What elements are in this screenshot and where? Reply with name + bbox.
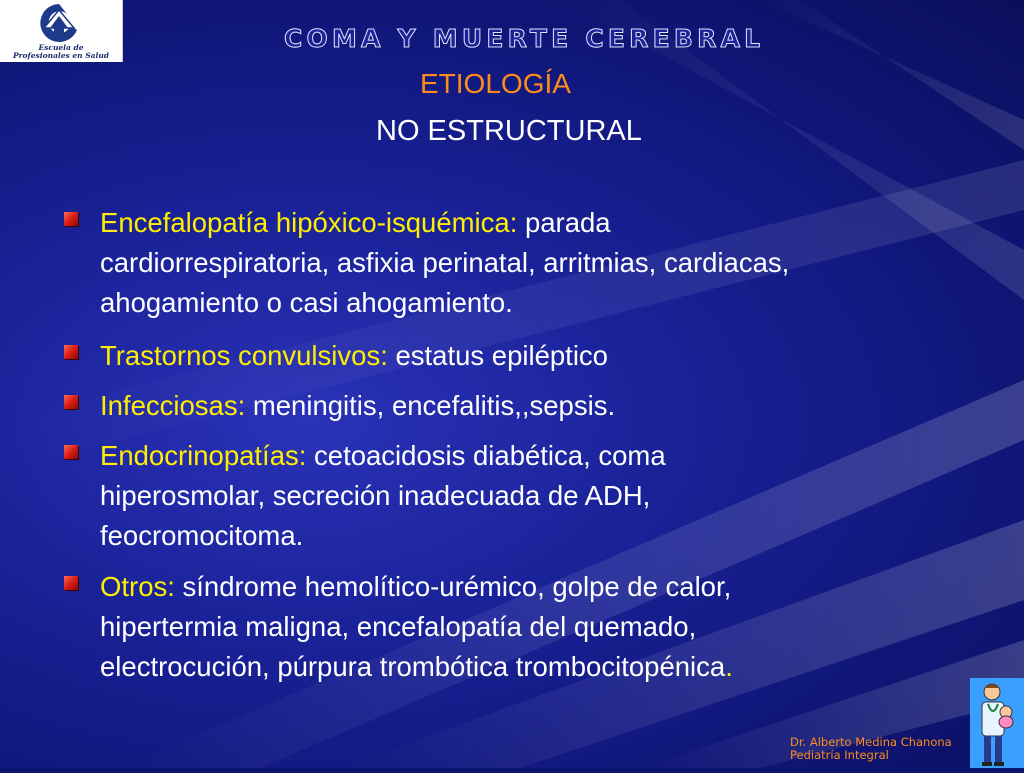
bullet-marker xyxy=(64,445,78,459)
list-item-line xyxy=(100,647,980,687)
author-name: Dr. Alberto Medina Chanona xyxy=(790,735,952,749)
list-item xyxy=(100,567,980,687)
list-item xyxy=(100,336,980,376)
item-text: meningitis, encefalitis,,sepsis. xyxy=(245,390,616,421)
list-item-line xyxy=(100,436,980,476)
item-label-separator: : xyxy=(298,440,307,471)
bullet-marker xyxy=(64,576,78,590)
item-label: Otros xyxy=(100,571,168,602)
bullet-marker xyxy=(64,395,78,409)
list-item-line xyxy=(100,567,980,607)
bullet-marker xyxy=(64,212,78,226)
item-text: parada xyxy=(517,207,611,238)
list-item-line xyxy=(100,386,980,426)
list-item xyxy=(100,203,980,323)
author-specialty: Pediatría Integral xyxy=(790,748,889,762)
item-text: cetoacidosis diabética, coma xyxy=(306,440,666,471)
doctor-holding-baby-icon xyxy=(970,678,1024,768)
list-item-line: cardiorrespiratoria, asfixia perinatal, arritmias, cardiacas, xyxy=(100,247,790,278)
item-label: Trastornos convulsivos xyxy=(100,340,381,371)
item-label-separator: : xyxy=(237,390,246,421)
list-item-line xyxy=(100,203,980,243)
item-end-mark: . xyxy=(725,651,733,682)
list-item-line: hiperosmolar, secreción inadecuada de ADH, xyxy=(100,480,651,511)
list-item-line: feocromocitoma. xyxy=(100,520,304,551)
doctor-figure xyxy=(970,678,1024,768)
section-heading: ETIOLOGÍA xyxy=(420,68,571,99)
item-text: estatus epiléptico xyxy=(387,340,608,371)
list-item-line: ahogamiento o casi ahogamiento. xyxy=(100,287,513,318)
item-label-separator: : xyxy=(380,340,388,371)
item-text: síndrome hemolítico-urémico, golpe de calor, xyxy=(174,571,732,602)
item-text: electrocución, púrpura trombótica trombocitopénica xyxy=(100,651,726,682)
list-item xyxy=(100,386,980,426)
section-subheading: NO ESTRUCTURAL xyxy=(376,115,642,147)
author-credit xyxy=(790,736,952,762)
slide-title: COMA Y MUERTE CEREBRAL xyxy=(284,24,765,53)
school-logo xyxy=(0,0,123,62)
school-logo-icon xyxy=(30,2,88,44)
logo-text-line1: Escuela de xyxy=(38,43,84,52)
item-label: Endocrinopatías xyxy=(100,440,299,471)
bullet-marker xyxy=(64,345,78,359)
list-item-line: hipertermia maligna, encefalopatía del quemado, xyxy=(100,611,697,642)
list-item-line xyxy=(100,336,980,376)
list-item xyxy=(100,436,980,556)
item-label: Encefalopatía hipóxico-isquémica xyxy=(100,207,510,238)
item-label-separator: : xyxy=(509,207,518,238)
item-label: Infecciosas xyxy=(100,390,238,421)
logo-text-line2: Profesionales en Salud xyxy=(12,51,110,60)
item-label-separator: : xyxy=(167,571,175,602)
